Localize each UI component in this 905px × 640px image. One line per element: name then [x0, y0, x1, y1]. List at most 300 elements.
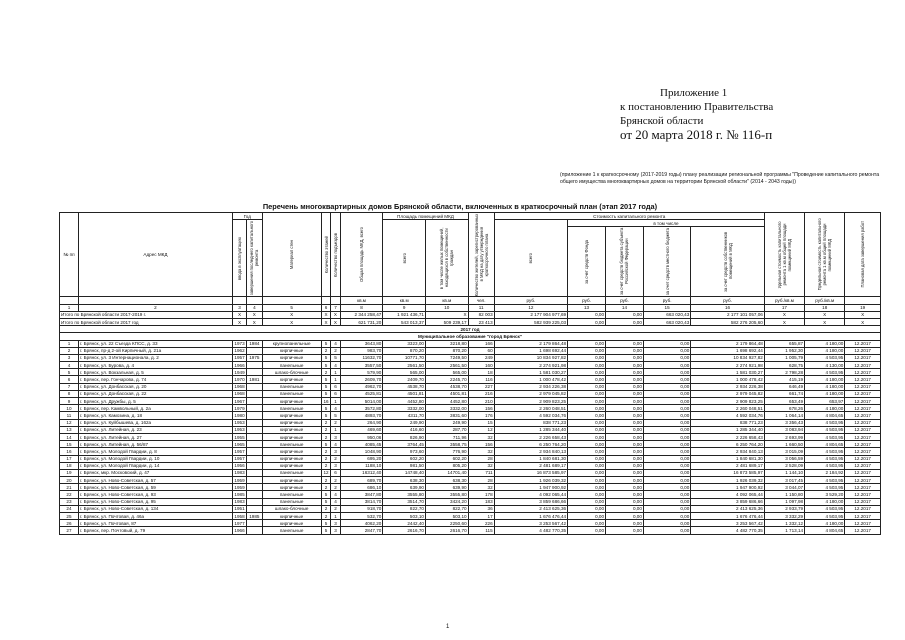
cell-r: 60	[468, 347, 494, 354]
unit-cell: руб.	[494, 297, 567, 304]
cell-c15: 0,00	[643, 376, 690, 383]
band-year-row	[60, 326, 881, 333]
colnum-cell: 18	[805, 304, 845, 311]
cell-c13: 0,00	[568, 347, 606, 354]
cell-a: г. Брянск, ул. Молодой Гвардии, д. 10	[78, 455, 232, 462]
cell-c13: 0,00	[568, 426, 606, 433]
cell-r: 226	[468, 520, 494, 527]
cell-c15: 0,00	[643, 491, 690, 498]
cell-c15: 0,00	[643, 469, 690, 476]
cell-n: 9	[60, 398, 79, 405]
cell-y2	[247, 505, 262, 512]
cell-a: г. Брянск, ул. Бурова, д. 4	[78, 362, 232, 369]
cell-e: 3	[331, 448, 340, 455]
cell-c13: 0,00	[568, 441, 606, 448]
cell-p2: 503,10	[425, 513, 468, 520]
cell-c16: 4 592 034,76	[691, 412, 765, 419]
cell-n: 19	[60, 469, 79, 476]
cell-c13: 0,00	[568, 390, 606, 397]
cell-c16: 1 676 476,44	[691, 513, 765, 520]
cell-c16: 1 926 039,32	[691, 477, 765, 484]
cell-r: 227	[468, 383, 494, 390]
cell-y1: 1968	[234, 384, 245, 390]
cell-t: 2 979 045,82	[494, 390, 567, 397]
cell-u: 1 332,12	[764, 520, 804, 527]
colnum-cell: 1	[60, 304, 79, 311]
cell-n: 3	[60, 354, 79, 361]
cell-c15: 0,00	[643, 398, 690, 405]
cell-p1: 416,60	[383, 426, 426, 433]
cell-r: 32	[468, 484, 494, 491]
cell-y1: 1983	[234, 470, 245, 476]
cell-e: 1	[331, 398, 340, 405]
cell-p2: 870,20	[425, 347, 468, 354]
cell-r: 178	[468, 491, 494, 498]
cell-c13: 0,00	[568, 455, 606, 462]
band-municipality: Муниципальное образование "город Брянск"	[60, 333, 881, 340]
table-row	[60, 477, 881, 484]
cell-p2: 638,30	[425, 477, 468, 484]
cell-s: 4893,70	[340, 412, 383, 419]
cell-f: 2	[321, 462, 330, 469]
unit-cell: кв.м	[383, 297, 426, 304]
table-row	[60, 491, 881, 498]
totals-mark: X	[331, 318, 340, 325]
cell-d: 12.2017	[845, 477, 881, 484]
cell-c13: 0,00	[568, 491, 606, 498]
cell-d: 12.2017	[845, 354, 881, 361]
cell-y2	[247, 412, 262, 419]
cell-t: 4 092 065,44	[494, 491, 567, 498]
cell-e: 4	[331, 405, 340, 412]
cell-a: г. Брянск, ул. 3 Интернационала, д. 2	[78, 354, 232, 361]
cell-t: 1 000 478,42	[494, 376, 567, 383]
unit-cell: чел.	[468, 297, 494, 304]
cell-u: 3 056,59	[764, 455, 804, 462]
appendix-header	[620, 86, 890, 142]
totals-value: 582 939 225,03	[494, 318, 567, 325]
cell-y1: 1956	[234, 463, 245, 469]
cell-c14: 0,00	[606, 340, 644, 347]
cell-u: 2 933,79	[764, 505, 804, 512]
cell-c13: 0,00	[568, 376, 606, 383]
cell-c15: 0,00	[643, 347, 690, 354]
cell-y1: 1949	[234, 369, 245, 375]
cell-t: 3 253 567,42	[494, 520, 567, 527]
cell-c13: 0,00	[568, 398, 606, 405]
cell-y1: 1985	[234, 492, 245, 498]
cell-p2: 639,90	[425, 484, 468, 491]
cell-t: 6 250 764,20	[494, 441, 567, 448]
cell-r: 28	[468, 477, 494, 484]
unit-cell: руб.	[643, 297, 690, 304]
cell-mx: 4 503,95	[805, 354, 845, 361]
cell-c13: 0,00	[568, 527, 606, 534]
totals-value: 582 276 205,60	[691, 318, 765, 325]
cell-c16: 3 859 686,66	[691, 498, 765, 505]
cell-mx: 4 130,00	[805, 362, 845, 369]
colnum-cell: 19	[845, 304, 881, 311]
cell-u: 2 528,09	[764, 462, 804, 469]
cell-d: 12.2017	[845, 520, 881, 527]
cell-p1: 14748,40	[383, 469, 426, 476]
cell-a: г. Брянск, ул. Ново-Советская, д. 59	[78, 484, 232, 491]
cell-f: 5	[321, 340, 330, 347]
cell-m: кирпичные	[262, 484, 321, 491]
cell-t: 2 274 921,98	[494, 362, 567, 369]
cell-d: 12.2017	[845, 513, 881, 520]
cell-p2: 3424,20	[425, 498, 468, 505]
cell-d: 12.2017	[845, 455, 881, 462]
cell-t: 3 859 686,66	[494, 498, 567, 505]
cell-c15: 0,00	[643, 362, 690, 369]
cell-e: 6	[331, 469, 340, 476]
totals-value: 2 344 258,47	[340, 311, 383, 318]
cell-p1: 870,20	[383, 347, 426, 354]
hdr-floors: Количество этажей	[321, 213, 330, 297]
cell-f: 16	[321, 398, 330, 405]
cell-n: 11	[60, 412, 79, 419]
cell-a: г. Брянск, ул. Почтовая, д. 46а	[78, 513, 232, 520]
subnote: (приложение 1 к краткосрочному (2017-2019 годы) плану реализации региональной программы "Проведение капитального ремонта общего имущества многоквартирных домов на территории Брянской области" (2014 - 2043 годы))	[560, 172, 880, 185]
cell-s: 918,70	[340, 505, 383, 512]
cell-c16: 1 581 030,27	[691, 369, 765, 376]
cell-a: г. Брянск, ул. Камозина, д. 18	[78, 412, 232, 419]
hdr-max-cost: Предельная стоимость капитального ремонта 1 кв.м общей площади помещений МКД	[805, 213, 845, 297]
cell-m: кирпичные	[262, 419, 321, 426]
cell-f: 2	[321, 513, 330, 520]
cell-mx: 3 529,20	[805, 491, 845, 498]
cell-n: 25	[60, 513, 79, 520]
cell-p1: 3555,80	[383, 491, 426, 498]
cell-c16: 2 260 048,51	[691, 405, 765, 412]
cell-f: 5	[321, 390, 330, 397]
cell-t: 838 771,23	[494, 419, 567, 426]
cell-c16: 16 873 585,97	[691, 469, 765, 476]
appendix-date	[620, 128, 890, 142]
cell-f: 2	[321, 426, 330, 433]
cell-p1: 602,20	[383, 455, 426, 462]
cell-p1: 4501,81	[383, 390, 426, 397]
cell-c13: 0,00	[568, 354, 606, 361]
colnum-cell: 14	[606, 304, 644, 311]
cell-y2	[247, 455, 262, 462]
table-row	[60, 362, 881, 369]
cell-e: 3	[331, 527, 340, 534]
cell-c15: 0,00	[643, 405, 690, 412]
cell-s: 3814,70	[340, 498, 383, 505]
hdr-cost-local: за счет средств местного бюджета	[643, 227, 690, 297]
cell-e: 4	[331, 340, 340, 347]
totals-value: 0,00	[568, 311, 606, 318]
cell-y1: 1980	[234, 412, 245, 418]
cell-c14: 0,00	[606, 369, 644, 376]
cell-y2	[247, 419, 262, 426]
cell-c13: 0,00	[568, 520, 606, 527]
totals-value: 2 177 101 057,06	[691, 311, 765, 318]
cell-s: 532,70	[340, 513, 383, 520]
cell-e: 4	[331, 441, 340, 448]
band-year: 2017 год	[60, 326, 881, 333]
cell-d: 12.2017	[845, 419, 881, 426]
cell-u: 1 952,30	[764, 347, 804, 354]
cell-p1: 3323,00	[383, 340, 426, 347]
cell-m: кирпичные	[262, 477, 321, 484]
cell-t: 1 698 692,44	[494, 347, 567, 354]
cell-n: 8	[60, 390, 79, 397]
cell-c13: 0,00	[568, 477, 606, 484]
cell-a: г. Брянск, ул. Ново-Советская, д. 93	[78, 491, 232, 498]
cell-c16: 2 179 864,48	[691, 340, 765, 347]
cell-t: 2 481 689,17	[494, 462, 567, 469]
cell-f: 2	[321, 448, 330, 455]
colnum-cell: 5	[262, 304, 321, 311]
cell-m: шлако-блочные	[262, 505, 321, 512]
cell-p1: 2561,50	[383, 362, 426, 369]
cell-d: 12.2017	[845, 390, 881, 397]
cell-y1: 1962	[234, 348, 245, 354]
cell-r: 160	[468, 362, 494, 369]
totals-value: 0,00	[606, 318, 644, 325]
cell-u: 1 713,14	[764, 527, 804, 534]
cell-f: 5	[321, 376, 330, 383]
cell-y1: 1968	[234, 391, 245, 397]
table-row	[60, 340, 881, 347]
cell-c15: 0,00	[643, 441, 690, 448]
cell-s: 950,06	[340, 433, 383, 440]
cell-r: 15	[468, 419, 494, 426]
cell-d: 12.2017	[845, 484, 881, 491]
totals-mark: X	[805, 311, 845, 318]
appendix-line1: Приложение 1	[660, 87, 728, 99]
cell-c14: 0,00	[606, 527, 644, 534]
colnum-cell: 4	[247, 304, 262, 311]
unit-empty	[262, 297, 321, 304]
cell-n: 1	[60, 340, 79, 347]
cell-u: 1 097,98	[764, 498, 804, 505]
cell-n: 6	[60, 376, 79, 383]
cell-c15: 0,00	[643, 505, 690, 512]
cell-c15: 0,00	[643, 419, 690, 426]
cell-y2	[247, 527, 262, 534]
unit-empty	[331, 297, 340, 304]
hdr-year: Год	[232, 213, 262, 220]
cell-e: 5	[331, 412, 340, 419]
cell-c15: 0,00	[643, 484, 690, 491]
cell-m: кирпичные	[262, 513, 321, 520]
cell-c16: 1 000 478,42	[691, 376, 765, 383]
cell-s: 469,60	[340, 426, 383, 433]
table-row	[60, 412, 881, 419]
table-row	[60, 376, 881, 383]
cell-c15: 0,00	[643, 520, 690, 527]
cell-y2	[247, 477, 262, 484]
cell-a: г. Брянск, ул. 22 Съезда КПСС, д. 33	[78, 340, 232, 347]
cell-e: 2	[331, 484, 340, 491]
cell-c16: 1 947 900,92	[691, 484, 765, 491]
cell-a: г. Брянск, ул. Куйбышева, д. 162а	[78, 419, 232, 426]
cell-s: 2609,70	[340, 376, 383, 383]
cell-n: 16	[60, 448, 79, 455]
cell-t: 2 413 625,36	[494, 505, 567, 512]
table-row	[60, 441, 881, 448]
cell-u: 1 150,80	[764, 491, 804, 498]
colnum-cell: 13	[568, 304, 606, 311]
cell-mx: 4 804,65	[805, 527, 845, 534]
cell-c15: 0,00	[643, 513, 690, 520]
cell-t: 1 926 039,32	[494, 477, 567, 484]
cell-p1: 639,90	[383, 484, 426, 491]
cell-mx: 4 180,00	[805, 520, 845, 527]
cell-n: 5	[60, 369, 79, 376]
cell-u: 2 798,28	[764, 369, 804, 376]
cell-d: 12.2017	[845, 405, 881, 412]
cell-a: г. Брянск, мкр. Московский, д. 47	[78, 469, 232, 476]
cell-y2	[247, 405, 262, 412]
cell-n: 10	[60, 405, 79, 412]
column-numbers-row	[60, 304, 881, 311]
cell-c14: 0,00	[606, 405, 644, 412]
cell-u: 415,19	[764, 376, 804, 383]
cell-c14: 0,00	[606, 362, 644, 369]
table-row	[60, 405, 881, 412]
cell-a: г. Брянск, ул. Литейная, д. 56/87	[78, 441, 232, 448]
totals-mark: X	[331, 311, 340, 318]
cell-c15: 0,00	[643, 527, 690, 534]
cell-s: 5014,00	[340, 398, 383, 405]
cell-t: 2 260 048,51	[494, 405, 567, 412]
cell-u: 678,26	[764, 405, 804, 412]
cell-c13: 0,00	[568, 469, 606, 476]
cell-d: 12.2017	[845, 433, 881, 440]
cell-u: 1 005,79	[764, 354, 804, 361]
cell-s: 11632,70	[340, 354, 383, 361]
cell-mx: 4 180,00	[805, 390, 845, 397]
cell-c16: 2 226 658,43	[691, 433, 765, 440]
cell-m: кирпичные	[262, 347, 321, 354]
cell-d: 12.2017	[845, 376, 881, 383]
cell-y1: 1983	[234, 499, 245, 505]
cell-c13: 0,00	[568, 448, 606, 455]
table-row	[60, 527, 881, 534]
hdr-address: Адрес МКД	[78, 213, 232, 297]
cell-p1: 2616,70	[383, 527, 426, 534]
table-row	[60, 505, 881, 512]
cell-c13: 0,00	[568, 513, 606, 520]
cell-e: 1	[331, 426, 340, 433]
cell-a: г. Брянск, ул. Молодой Гвардии, д. 8	[78, 448, 232, 455]
cell-r: 156	[468, 441, 494, 448]
cell-a: г. Брянск, ул. Донбасская, д. 22	[78, 390, 232, 397]
cell-c16: 10 834 927,82	[691, 354, 765, 361]
unit-cell: кв.м	[340, 297, 383, 304]
cell-c14: 0,00	[606, 469, 644, 476]
hdr-unit-cost: Удельная стоимость капитального ремонта 1 кв.м общей площади помещений МКД	[764, 213, 804, 297]
colnum-cell: 10	[425, 304, 468, 311]
cell-y1: 1957	[234, 448, 245, 454]
totals-value: 621 731,20	[340, 318, 383, 325]
hdr-cost-region: за счет средств бюджета субъекта Российской Федерации	[606, 227, 644, 297]
cell-p2: 3555,80	[425, 491, 468, 498]
cell-y1: 1959	[234, 484, 245, 490]
cell-m: кирпичные	[262, 448, 321, 455]
cell-e: 3	[331, 520, 340, 527]
cell-n: 4	[60, 362, 79, 369]
cell-r: 176	[468, 412, 494, 419]
cell-p2: 776,90	[425, 448, 468, 455]
cell-y2: 1975	[247, 354, 262, 361]
cell-p1: 973,60	[383, 448, 426, 455]
cell-t: 10 834 927,82	[494, 354, 567, 361]
table-row	[60, 484, 881, 491]
cell-c15: 0,00	[643, 390, 690, 397]
cell-c14: 0,00	[606, 498, 644, 505]
cell-e: 1	[331, 513, 340, 520]
cell-r: 32	[468, 462, 494, 469]
colnum-cell: 7	[331, 304, 340, 311]
cell-m: кирпичные	[262, 354, 321, 361]
cell-r: 210	[468, 398, 494, 405]
cell-u: 655,87	[764, 340, 804, 347]
totals-value: 1 921 436,71	[383, 311, 426, 318]
cell-f: 2	[321, 455, 330, 462]
cell-u: 1 144,10	[764, 469, 804, 476]
cell-c16: 2 979 045,82	[691, 390, 765, 397]
cell-u: 3 083,94	[764, 426, 804, 433]
cell-y2	[247, 441, 262, 448]
cell-s: 695,20	[340, 455, 383, 462]
document-title: Перечень многоквартирных домов Брянской области, включенных в краткосрочный план (этап 2017 года)	[262, 202, 658, 211]
cell-p2: 2245,70	[425, 376, 468, 383]
cell-d: 12.2017	[845, 505, 881, 512]
table-row	[60, 390, 881, 397]
cell-a: г. Брянск, ул. Ново-Советская, д. 95	[78, 498, 232, 505]
cell-c14: 0,00	[606, 412, 644, 419]
cell-s: 3643,80	[340, 340, 383, 347]
totals-mark: X	[321, 311, 330, 318]
cell-p1: 565,00	[383, 369, 426, 376]
cell-d: 12.2017	[845, 448, 881, 455]
unit-cell: руб.	[606, 297, 644, 304]
cell-c14: 0,00	[606, 354, 644, 361]
totals-row	[60, 318, 881, 325]
cell-d: 12.2017	[845, 441, 881, 448]
cell-y1: 1958	[234, 513, 245, 519]
table-row	[60, 426, 881, 433]
cell-mx: 4 503,95	[805, 433, 845, 440]
date-prefix: от	[620, 127, 633, 142]
unit-cell: руб.	[691, 297, 765, 304]
hdr-plan-date: Плановая дата завершения работ	[845, 213, 881, 297]
cell-t: 2 934 840,13	[494, 448, 567, 455]
cell-y2	[247, 383, 262, 390]
cell-t: 1 840 681,30	[494, 455, 567, 462]
cell-f: 5	[321, 441, 330, 448]
cell-p2: 3831,60	[425, 412, 468, 419]
date-value: 20 марта 2018 г. № 116-п	[635, 127, 773, 142]
cell-s: 3847,80	[340, 491, 383, 498]
cell-u: 1 660,50	[764, 441, 804, 448]
cell-n: 22	[60, 491, 79, 498]
cell-c15: 0,00	[643, 412, 690, 419]
cell-d: 12.2017	[845, 362, 881, 369]
cell-a: г. Брянск, ул. Литейная, д. 27	[78, 433, 232, 440]
cell-p1: 822,70	[383, 505, 426, 512]
cell-s: 264,90	[340, 419, 383, 426]
cell-r: 12	[468, 426, 494, 433]
totals-mark: X	[805, 318, 845, 325]
cell-c15: 0,00	[643, 340, 690, 347]
